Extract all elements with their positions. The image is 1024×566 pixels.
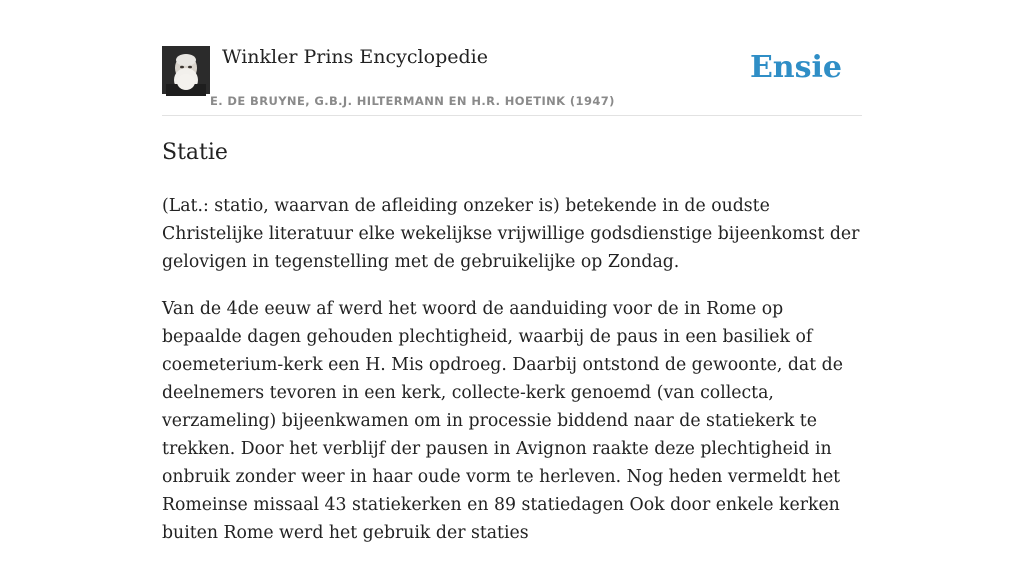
article-body: [162, 192, 864, 566]
article-paragraph: Van de 4de eeuw af werd het woord de aanduiding voor de in Rome op bepaalde dagen gehouden plechtigheid, waarbij de paus in een basiliek of coemeterium-kerk een H. Mis opdroeg. Daarbij ontstond de gewoonte, dat de deelnemers tevoren in een kerk, collecte-kerk genoemd (van collecta, verzameling) bijeenkwamen om in processie biddend naar de statiekerk te trekken. Door het verblijf der pausen in Avignon raakte deze plechtigheid in onbruik zonder weer in haar oude vorm te herleven. Nog heden vermeldt het Romeinse missaal 43 statiekerken en 89 statiedagen Ook door enkele kerken buiten Rome werd het gebruik der staties: [162, 299, 843, 543]
author-portrait-icon[interactable]: [162, 46, 210, 94]
source-title[interactable]: Winkler Prins Encyclopedie: [222, 46, 488, 68]
authors-line: E. DE BRUYNE, G.B.J. HILTERMANN EN H.R. HOETINK (1947): [210, 94, 615, 108]
brand-logo[interactable]: Ensie: [749, 50, 842, 85]
article-title: Statie: [162, 140, 228, 165]
article-paragraph: (Lat.: statio, waarvan de afleiding onzeker is) betekende in de oudste Christelijke literatuur elke wekelijkse vrijwillige godsdienstige bijeenkomst der gelovigen in tegenstelling met de gebruikelijke op Zondag.: [162, 196, 860, 272]
source-header: [162, 46, 862, 116]
